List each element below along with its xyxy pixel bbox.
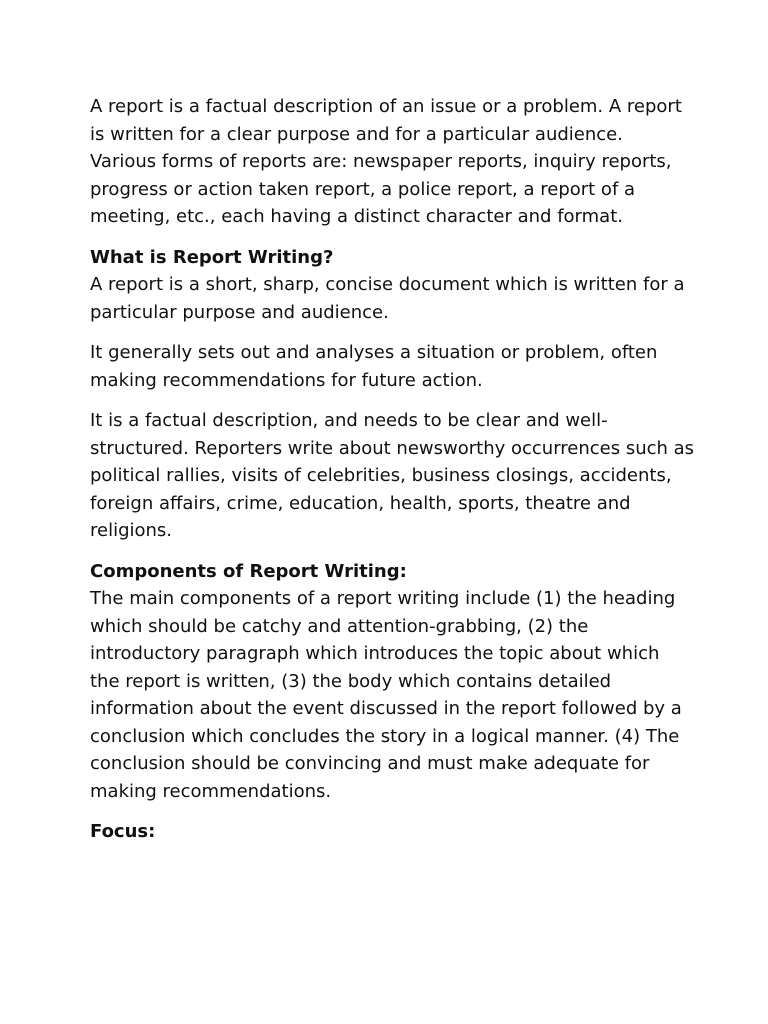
text-line: meeting, etc., each having a distinct character and format. — [90, 206, 623, 227]
definition-paragraph — [90, 271, 690, 326]
text-line: progress or action taken report, a police report, a report of a — [90, 178, 636, 200]
section-heading: Components of Report Writing: — [90, 560, 407, 582]
document-page — [90, 93, 695, 846]
text-line: structured. Reporters write about newsworthy occurrences such as — [90, 437, 695, 459]
text-line: A report is a factual description of an issue or a problem. A report — [90, 96, 682, 117]
section-heading: What is Report Writing? — [90, 246, 334, 268]
text-line: religions. — [90, 520, 173, 541]
text-line: introductory paragraph which introduces the topic about which — [90, 643, 660, 664]
text-line: The main components of a report writing include (1) the heading — [90, 588, 676, 609]
text-line: which should be catchy and attention-grabbing, (2) the — [90, 615, 589, 637]
section-components — [90, 558, 690, 586]
text-line: information about the event discussed in the report followed by a — [90, 698, 682, 719]
section-focus — [90, 818, 690, 846]
section-what-is-report-writing — [90, 244, 690, 272]
text-line: making recommendations for future action. — [90, 369, 483, 391]
text-line: is written for a clear purpose and for a particular audience. — [90, 123, 623, 145]
text-line: It is a factual description, and needs to be clear and well- — [90, 410, 608, 431]
text-line: It generally sets out and analyses a situation or problem, often — [90, 342, 658, 363]
text-line: political rallies, visits of celebrities, business closings, accidents, — [90, 465, 672, 486]
purpose-paragraph — [90, 339, 690, 394]
intro-paragraph — [90, 93, 690, 231]
text-line: making recommendations. — [90, 780, 332, 802]
text-line: conclusion should be convincing and must make adequate for — [90, 753, 650, 774]
text-line: the report is written, (3) the body which contains detailed — [90, 670, 612, 692]
text-line: Various forms of reports are: newspaper reports, inquiry reports, — [90, 151, 672, 172]
text-line: particular purpose and audience. — [90, 301, 389, 323]
factual-description-paragraph — [90, 407, 695, 545]
text-line: A report is a short, sharp, concise document which is written for a — [90, 274, 685, 295]
text-line: conclusion which concludes the story in a logical manner. (4) The — [90, 725, 680, 747]
section-heading: Focus: — [90, 821, 156, 842]
text-line: foreign affairs, crime, education, health, sports, theatre and — [90, 492, 631, 514]
components-paragraph — [90, 585, 690, 805]
